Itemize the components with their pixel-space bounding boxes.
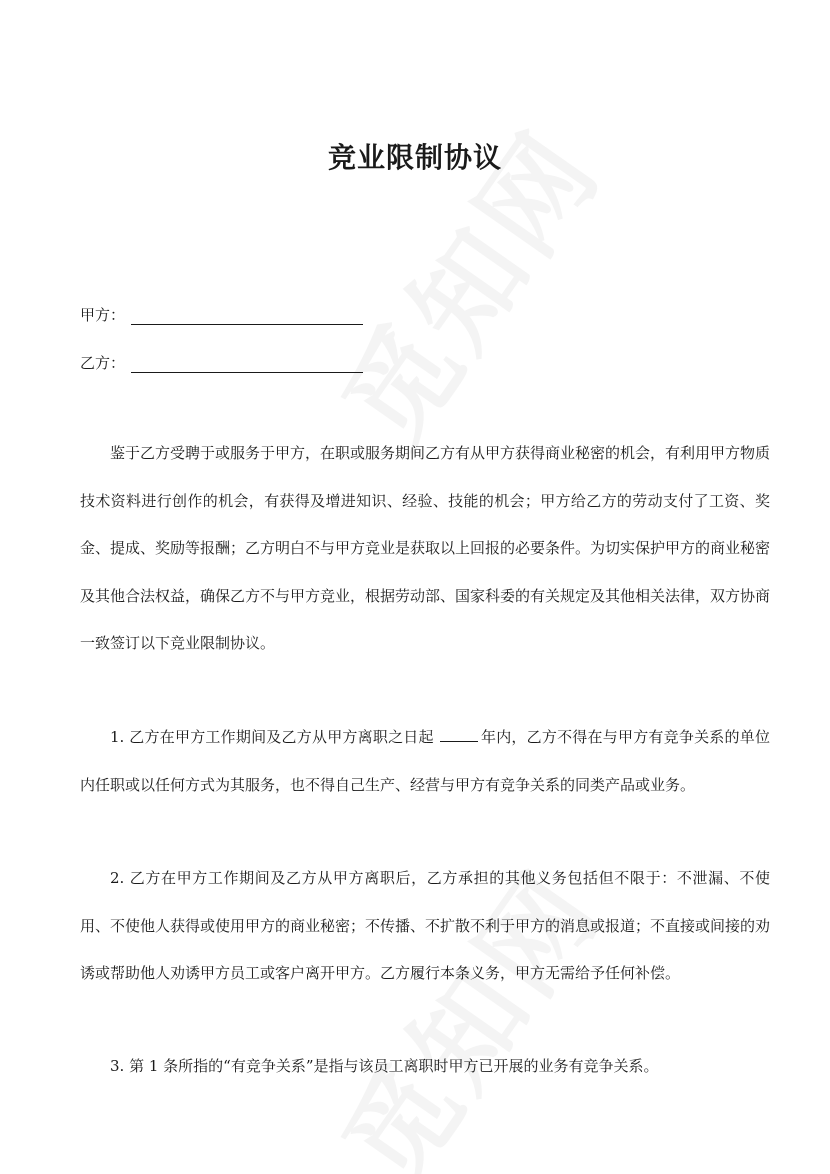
clause-1-text-before: 1. 乙方在甲方工作期间及乙方从甲方离职之日起: [110, 728, 434, 746]
party-a-blank: [131, 306, 363, 325]
years-blank: [440, 725, 478, 742]
clause-3-paragraph: 3. 第 1 条所指的“有竞争关系”是指与该员工离职时甲方已开展的业务有竞争关系。: [110, 1057, 659, 1075]
party-a-field: [80, 304, 363, 325]
party-a-label: 甲方：: [80, 306, 126, 324]
clause-1-text-after: 年内，乙方不得在与甲方有竞争关系的单位内任职或以任何方式为其服务，也不得自己生产、经营与甲方有竞争关系的同类产品或业务。: [80, 728, 770, 794]
party-b-label: 乙方：: [80, 354, 126, 372]
party-b-field: [80, 352, 363, 373]
preamble-paragraph: 鉴于乙方受聘于或服务于甲方，在职或服务期间乙方有从甲方获得商业秘密的机会，有利用甲方物质技术资料进行创作的机会，有获得及增进知识、经验、技能的机会；甲方给乙方的劳动支付了工资、奖金、提成、奖励等报酬；乙方明白不与甲方竞业是获取以上回报的必要条件。为切实保护甲方的商业秘密及其他合法权益，确保乙方不与甲方竞业，根据劳动部、国家科委的有关规定及其他相关法律，双方协商一致签订以下竞业限制协议。: [80, 444, 771, 652]
clause-2-paragraph: 2. 乙方在甲方工作期间及乙方从甲方离职后，乙方承担的其他义务包括但不限于：不泄漏、不使用、不使他人获得或使用甲方的商业秘密；不传播、不扩散不利于甲方的消息或报道；不直接或间接的劝诱或帮助他人劝诱甲方员工或客户离开甲方。乙方履行本条义务，甲方无需给予任何补偿。: [80, 869, 771, 982]
clause-1-paragraph: [80, 714, 770, 809]
party-b-blank: [131, 354, 363, 373]
document-title: 竞业限制协议: [327, 141, 502, 174]
